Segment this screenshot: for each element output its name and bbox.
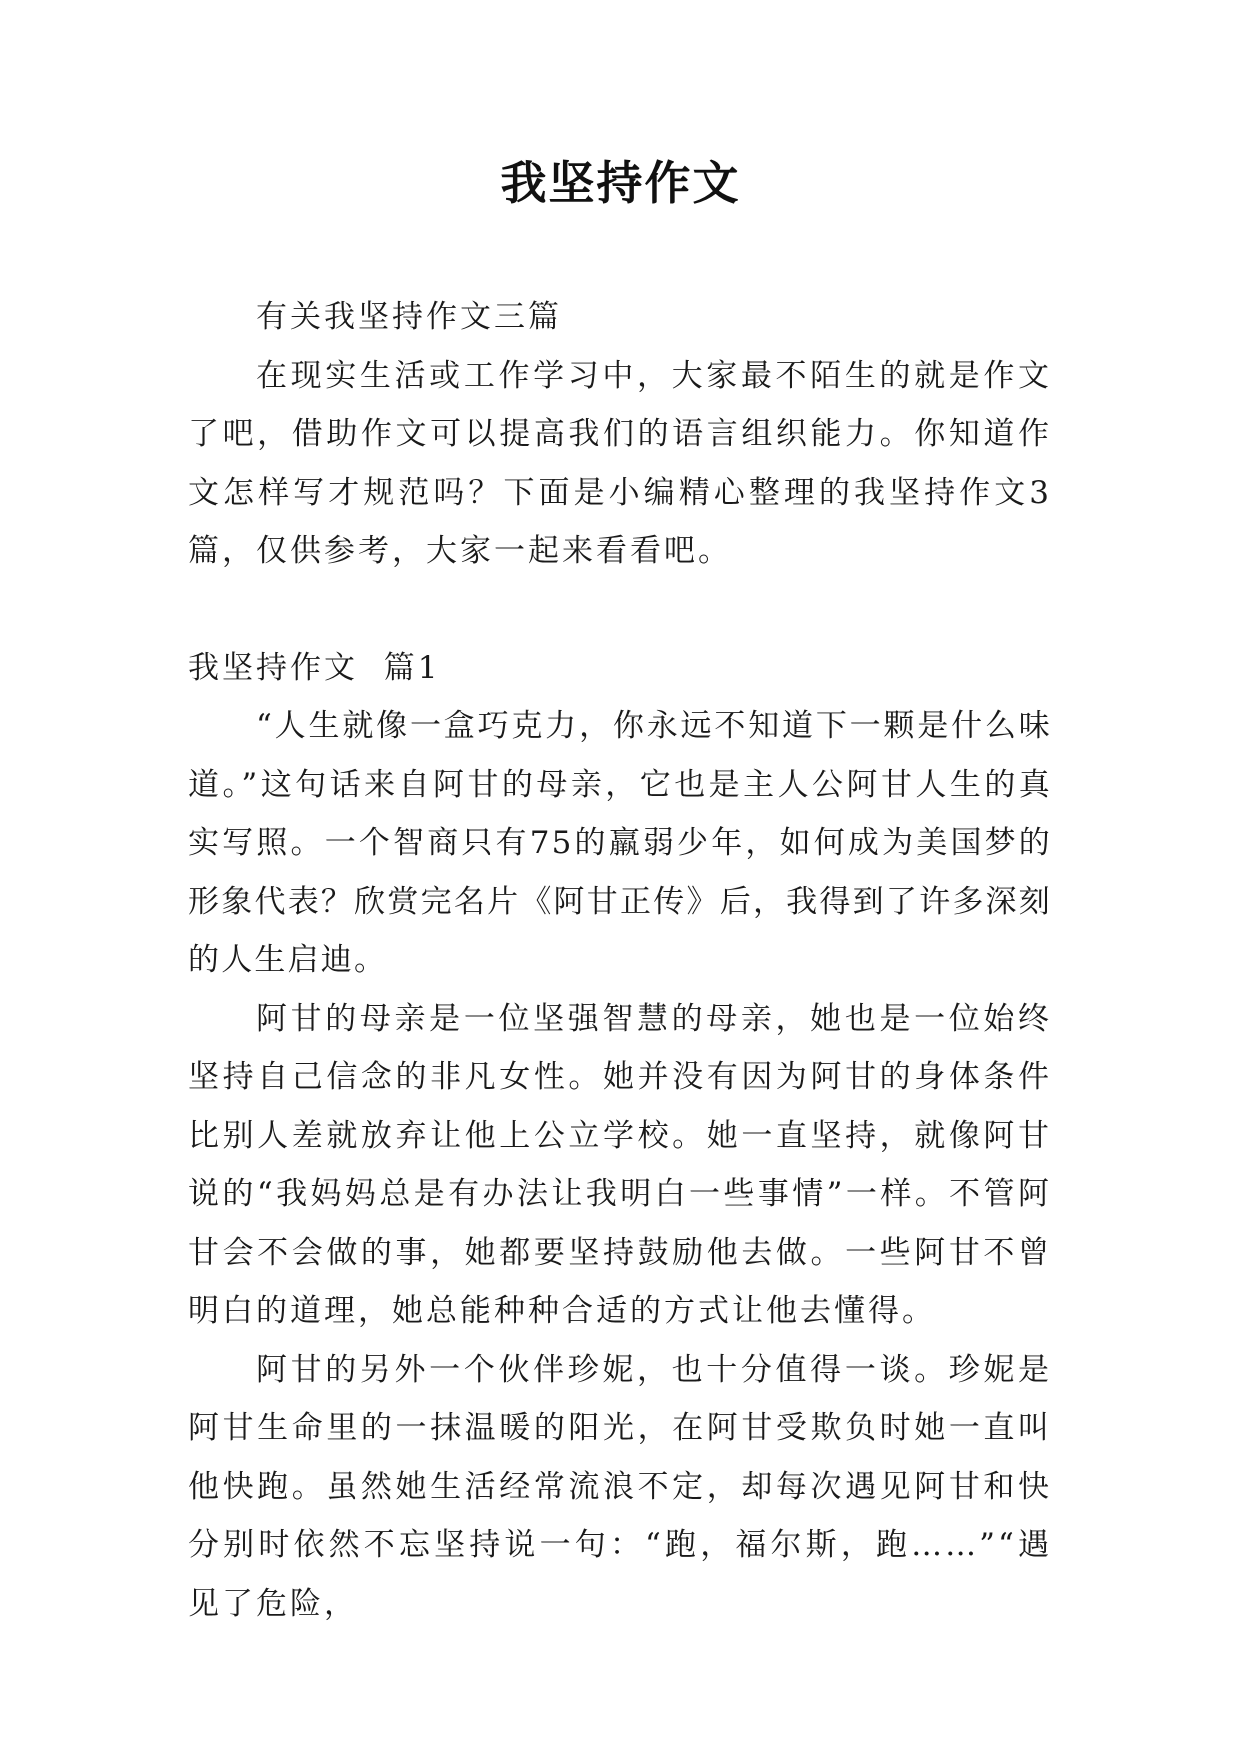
body-paragraph-1: “人生就像一盒巧克力，你永远不知道下一颗是什么味道。”这句话来自阿甘的母亲，它也是主人公阿甘人生的真实写照。一个智商只有75的羸弱少年，如何成为美国梦的形象代表？欣赏完名片《阿甘正传》后，我得到了许多深刻的人生启迪。: [188, 708, 1052, 978]
paragraph-spacer: [188, 581, 1052, 639]
section-heading: 我坚持作文 篇1: [188, 649, 441, 686]
document-body: [188, 288, 1052, 1633]
document-subtitle: 有关我坚持作文三篇: [256, 299, 562, 335]
body-paragraph-3: 阿甘的另外一个伙伴珍妮，也十分值得一谈。珍妮是阿甘生命里的一抹温暖的阳光，在阿甘受欺负时她一直叫他快跑。虽然她生活经常流浪不定，却每次遇见阿甘和快分别时依然不忘坚持说一句：“跑，福尔斯，跑……”“遇见了危险，: [188, 1351, 1052, 1622]
intro-paragraph: 在现实生活或工作学习中，大家最不陌生的就是作文了吧，借助作文可以提高我们的语言组织能力。你知道作文怎样写才规范吗？下面是小编精心整理的我坚持作文3篇，仅供参考，大家一起来看看吧。: [188, 357, 1052, 569]
body-paragraph-2: 阿甘的母亲是一位坚强智慧的母亲，她也是一位始终坚持自己信念的非凡女性。她并没有因为阿甘的身体条件比别人差就放弃让他上公立学校。她一直坚持，就像阿甘说的“我妈妈总是有办法让我明白一些事情”一样。不管阿甘会不会做的事，她都要坚持鼓励他去做。一些阿甘不曾明白的道理，她总能种种合适的方式让他去懂得。: [188, 1000, 1052, 1329]
document-title: 我坚持作文: [500, 156, 741, 210]
